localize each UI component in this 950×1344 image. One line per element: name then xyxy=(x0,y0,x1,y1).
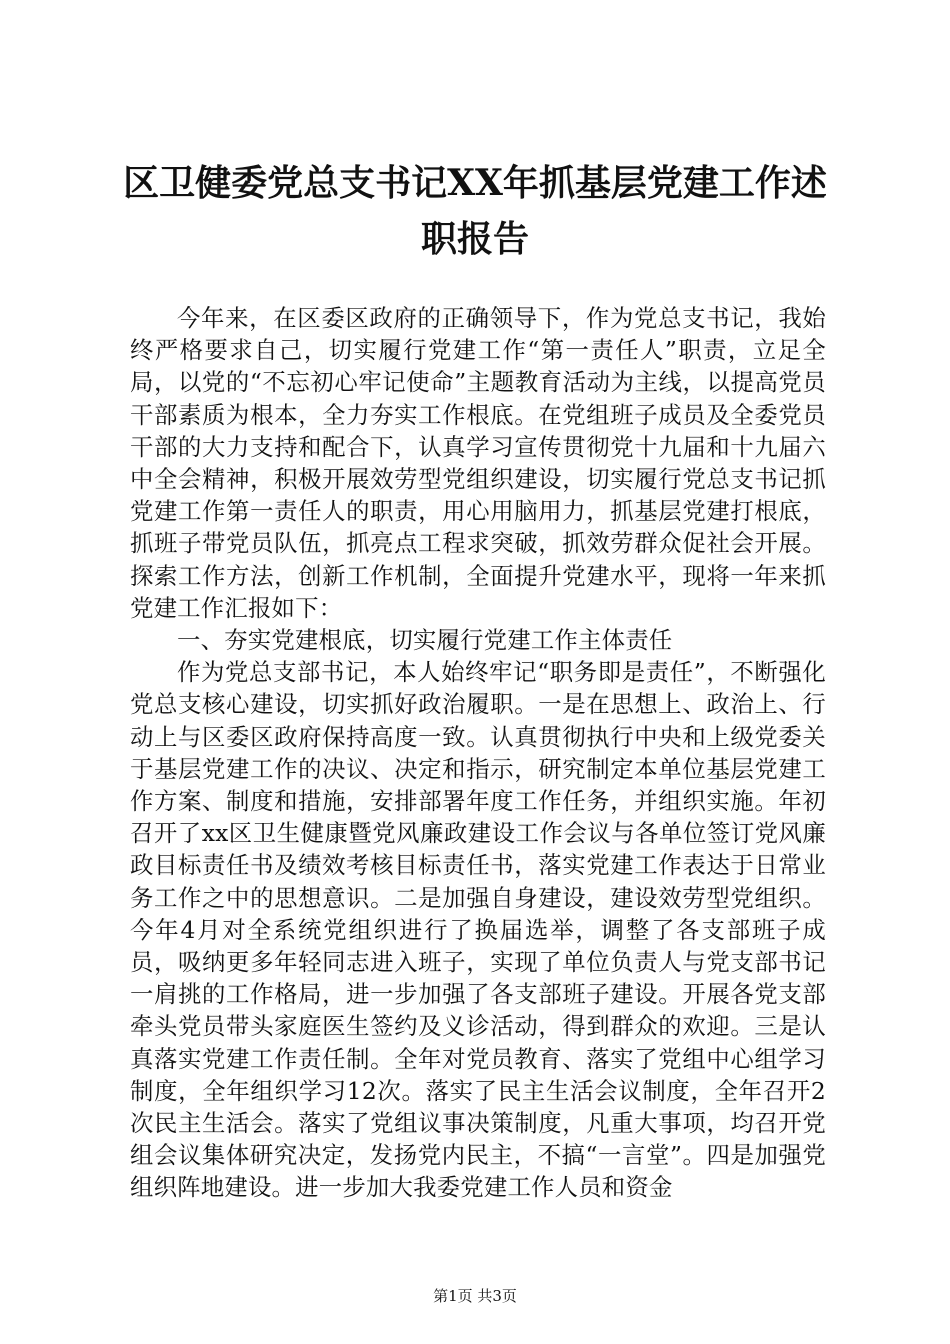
document-title-line-1: 区卫健委党总支书记XX年抓基层党建工作述 xyxy=(123,162,827,204)
section-1-paragraph: 作为党总支部书记，本人始终牢记“职务即是责任”，不断强化党总支核心建设，切实抓好政治履职。一是在思想上、政治上、行动上与区委区政府保持高度一致。认真贯彻执行中央和上级党委关于基层党建工作的决议、决定和指示，研究制定本单位基层党建工作方案、制度和措施，安排部署年度工作任务，并组织实施。年初召开了xx区卫生健康暨党风廉政建设工作会议与各单位签订党风廉政目标责任书及绩效考核目标责任书，落实党建工作表达于日常业务工作之中的思想意识。二是加强自身建设，建设效劳型党组织。今年4月对全系统党组织进行了换届选举，调整了各支部班子成员，吸纳更多年轻同志进入班子，实现了单位负责人与党支部书记一肩挑的工作格局，进一步加强了各支部班子建设。开展各党支部牵头党员带头家庭医生签约及义诊活动，得到群众的欢迎。三是认真落实党建工作责任制。全年对党员教育、落实了党组中心组学习制度，全年组织学习12次。落实了民主生活会议制度，全年召开2次民主生活会。落实了党组议事决策制度，凡重大事项，均召开党组会议集体研究决定，发扬党内民主，不搞“一言堂”。四是加强党组织阵地建设。进一步加大我委党建工作人员和资金 xyxy=(130,658,826,1202)
section-heading-1: 一、夯实党建根底，切实履行党建工作主体责任 xyxy=(177,626,673,655)
document-body xyxy=(130,302,826,1204)
document-title-line-2: 职报告 xyxy=(420,218,529,260)
page-number-footer: 第1页 共3页 xyxy=(433,1287,517,1305)
intro-paragraph: 今年来，在区委区政府的正确领导下，作为党总支书记，我始终严格要求自己，切实履行党建工作“第一责任人”职责，立足全局，以党的“不忘初心牢记使命”主题教育活动为主线，以提高党员干部素质为根本，全力夯实工作根底。在党组班子成员及全委党员干部的大力支持和配合下，认真学习宣传贯彻党十九届和十九届六中全会精神，积极开展效劳型党组织建设，切实履行党总支书记抓党建工作第一责任人的职责，用心用脑用力，抓基层党建打根底，抓班子带党员队伍，抓亮点工程求突破，抓效劳群众促社会开展。探索工作方法，创新工作机制，全面提升党建水平，现将一年来抓党建工作汇报如下： xyxy=(130,304,826,622)
